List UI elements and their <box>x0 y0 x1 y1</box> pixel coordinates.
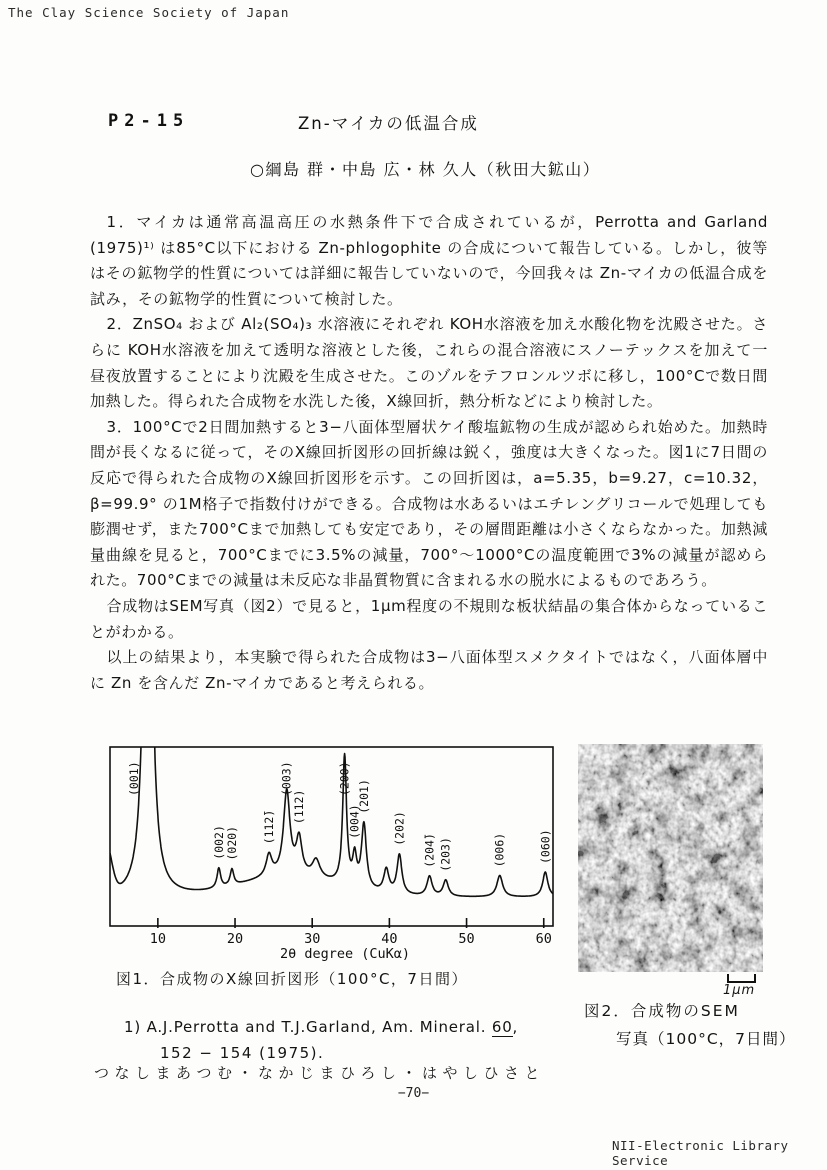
svg-text:60: 60 <box>535 931 552 947</box>
figure2-sem-photo <box>578 744 763 976</box>
svg-text:(202): (202) <box>392 811 407 846</box>
svg-text:(204̄): (204̄) <box>422 833 437 868</box>
abstract-body <box>90 210 768 696</box>
svg-text:(203): (203) <box>438 837 453 872</box>
svg-text:(201): (201) <box>356 779 371 814</box>
reference-volume: 60 <box>491 1018 513 1036</box>
svg-text:(020): (020) <box>224 825 239 861</box>
figure1-caption: 図1．合成物のX線回折図形（100°C，7日間） <box>116 970 468 988</box>
library-footer: NII-Electronic Library Service <box>612 1138 789 1168</box>
reference-line2: 152 − 154 (1975). <box>160 1044 325 1062</box>
abstract-code: P2-15 <box>108 111 190 131</box>
figure2-caption-line2: 写真（100°C，7日間） <box>616 1030 796 1048</box>
reference-comma: , <box>512 1018 519 1036</box>
svg-text:(001): (001) <box>126 761 141 796</box>
reference-line1 <box>124 1018 518 1036</box>
figure2-caption-line1: 図2．合成物のSEM <box>584 1002 740 1020</box>
svg-text:(003): (003) <box>279 761 294 796</box>
svg-text:(200): (200) <box>337 761 352 796</box>
svg-text:50: 50 <box>458 931 475 947</box>
xrd-plot-canvas <box>108 746 570 964</box>
paragraph-2: 2．ZnSO₄ および Al₂(SO₄)₃ 水溶液にそれぞれ KOH水溶液を加え水酸化物を沈殿させた。さらに KOH水溶液を加えて透明な溶液とした後，これらの混合溶液にスノーテックスを加えて一昼夜放置することにより沈殿を生成させた。このゾルをテフロンルツボに移し，100°Cで数日間加熱した。得られた合成物を水洗した後，X線回折，熱分析などにより検討した。 <box>90 315 768 411</box>
sem-photo-image <box>578 744 763 972</box>
page-number: −70− <box>397 1086 430 1101</box>
svg-text:10: 10 <box>149 931 166 947</box>
authors-line: ○綱島 群・中島 広・林 久人（秋田大鉱山） <box>250 160 601 179</box>
authors-reading-kana: つなしまあつむ・なかじまひろし・はやしひさと <box>94 1064 546 1082</box>
scale-bar-label: 1μm <box>723 983 756 998</box>
paragraph-3: 3．100°Cで2日間加熱すると3−八面体型層状ケイ酸塩鉱物の生成が認められ始めた。加熱時間が長くなるに従って，そのX線回折図形の回折線は鋭く，強度は大きくなった。図1に7日間の反応で得られた合成物のX線回折図形を示す。この回折図は，a=5.35，b=9.27，c=10.32，β=99.9° の1M格子で指数付けができる。合成物は水あるいはエチレングリコールで処理しても膨潤せず，また700°Cまで加熱しても安定であり，その層間距離は小さくならなかった。加熱減量曲線を見ると，700°Cまでに3.5%の減量，700°〜1000°Cの温度範囲で3%の減量が認められた。700°Cまでの減量は未反応な非晶質物質に含まれる水の脱水によるものであろう。 <box>90 417 768 590</box>
reference-text: 1) A.J.Perrotta and T.J.Garland, Am. Mineral. <box>124 1018 492 1036</box>
scale-bar <box>727 974 756 983</box>
svg-text:20: 20 <box>226 931 244 947</box>
paragraph-1: 1．マイカは通常高温高圧の水熱条件下で合成されているが，Perrotta and Garland (1975)¹⁾ は85°C以下における Zn-phlogophite の合成について報告している。しかし，彼等はその鉱物学的性質については詳細に報告していないので，今回我々は Zn-マイカの低温合成を試み，その鉱物学的性質について検討した。 <box>90 213 768 308</box>
svg-text:30: 30 <box>304 931 321 947</box>
svg-text:2θ degree (CuKα): 2θ degree (CuKα) <box>279 946 411 962</box>
figure1-xrd-chart <box>108 746 570 968</box>
svg-text:(004): (004) <box>347 804 362 839</box>
svg-text:(002): (002) <box>211 825 226 860</box>
paragraph-4: 合成物はSEM写真（図2）で見ると，1μm程度の不規則な板状結晶の集合体からなっていることがわかる。 <box>90 596 768 641</box>
svg-text:(112̄): (112̄) <box>261 809 276 845</box>
library-header: The Clay Science Society of Japan <box>8 5 290 20</box>
paragraph-5: 以上の結果より，本実験で得られた合成物は3−八面体型スメクタイトではなく，八面体層中に Zn を含んだ Zn-マイカであると考えられる。 <box>90 648 768 692</box>
svg-text:(060): (060) <box>538 829 553 864</box>
svg-text:40: 40 <box>381 931 398 947</box>
svg-text:(112): (112) <box>292 789 307 825</box>
svg-text:(006): (006) <box>492 832 507 868</box>
paper-title: Zn-マイカの低温合成 <box>298 114 479 133</box>
